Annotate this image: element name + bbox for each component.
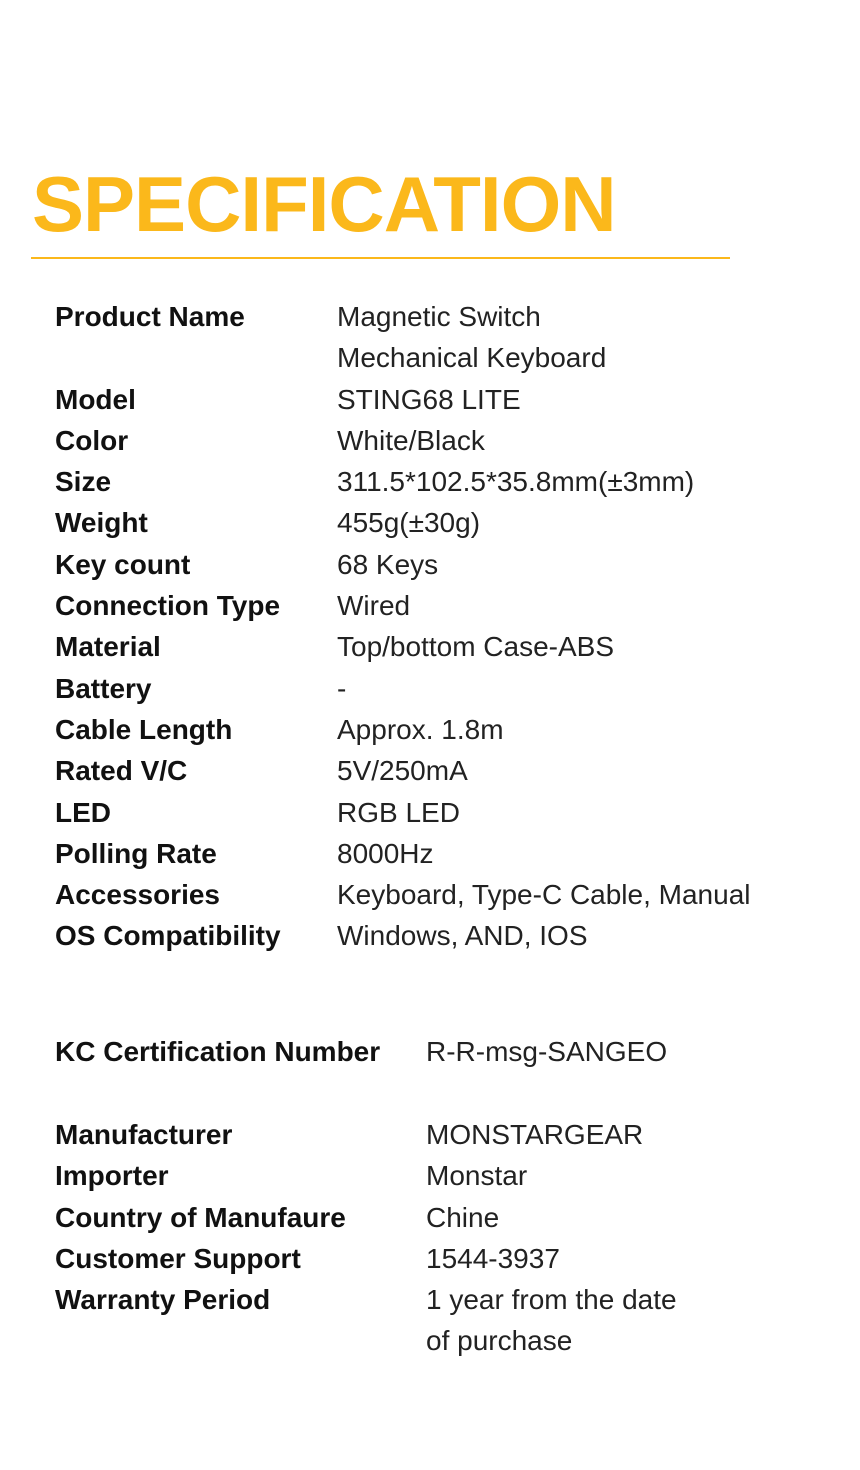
spec-value: STING68 LITE bbox=[337, 383, 521, 415]
info-row-customer-support bbox=[55, 1238, 835, 1279]
spec-label: Cable Length bbox=[55, 713, 233, 745]
spec-value: 455g(±30g) bbox=[337, 507, 481, 539]
spec-row-polling-rate bbox=[55, 833, 835, 874]
spec-row-material bbox=[55, 626, 835, 667]
spec-value: Magnetic Switch Mechanical Keyboard bbox=[337, 301, 607, 374]
info-label: Manufacturer bbox=[55, 1119, 233, 1150]
spec-row-accessories bbox=[55, 874, 835, 915]
info-label: Customer Support bbox=[55, 1242, 301, 1274]
spec-value: Top/bottom Case-ABS bbox=[337, 631, 615, 663]
spec-row-rated-vc bbox=[55, 750, 835, 791]
spec-value: 311.5*102.5*35.8mm(±3mm) bbox=[337, 466, 695, 498]
spec-row-os-compatibility bbox=[55, 915, 835, 956]
certification-label: KC Certification Number bbox=[55, 1036, 381, 1067]
spec-value: - bbox=[337, 672, 347, 704]
info-value: 1 year from the date of purchase bbox=[426, 1284, 677, 1357]
info-label: Country of Manufaure bbox=[55, 1201, 346, 1233]
info-value: MONSTARGEAR bbox=[426, 1119, 644, 1150]
spec-row-color bbox=[55, 420, 835, 461]
spec-label: Rated V/C bbox=[55, 755, 188, 787]
title-divider bbox=[31, 257, 730, 259]
spec-label: Color bbox=[55, 424, 129, 456]
spec-label: Key count bbox=[55, 548, 191, 580]
spec-label: Weight bbox=[55, 507, 148, 539]
spec-row-battery bbox=[55, 668, 835, 709]
spec-label: Polling Rate bbox=[55, 837, 217, 869]
spec-row-product-name bbox=[55, 296, 835, 379]
spec-label: Size bbox=[55, 466, 112, 498]
certification-row bbox=[55, 1031, 835, 1072]
spec-value: Approx. 1.8m bbox=[337, 713, 504, 745]
spec-label: Model bbox=[55, 383, 136, 415]
spec-label: LED bbox=[55, 796, 111, 828]
spec-row-key-count bbox=[55, 544, 835, 585]
spec-row-model bbox=[55, 379, 835, 420]
spec-row-size bbox=[55, 461, 835, 502]
spec-value: 5V/250mA bbox=[337, 755, 468, 787]
info-row-importer bbox=[55, 1155, 835, 1196]
info-row-warranty-period bbox=[55, 1279, 835, 1362]
info-label: Warranty Period bbox=[55, 1284, 271, 1316]
page-title: SPECIFICATION bbox=[32, 160, 616, 248]
spec-label: Connection Type bbox=[55, 590, 281, 622]
spec-row-weight bbox=[55, 502, 835, 543]
info-row-manufacturer bbox=[55, 1114, 835, 1155]
spec-row-led bbox=[55, 792, 835, 833]
spec-label: Product Name bbox=[55, 301, 245, 332]
spec-value: Wired bbox=[337, 590, 411, 622]
spec-row-cable-length bbox=[55, 709, 835, 750]
spec-label: Accessories bbox=[55, 879, 221, 911]
spec-value: 8000Hz bbox=[337, 837, 434, 869]
spec-value: 68 Keys bbox=[337, 548, 439, 580]
info-label: Importer bbox=[55, 1160, 169, 1192]
spec-row-connection-type bbox=[55, 585, 835, 626]
info-value: Chine bbox=[426, 1201, 500, 1233]
info-row-country bbox=[55, 1197, 835, 1238]
spec-table bbox=[55, 296, 835, 957]
info-value: 1544-3937 bbox=[426, 1242, 560, 1274]
spec-value: Windows, AND, IOS bbox=[337, 920, 588, 952]
info-value: Monstar bbox=[426, 1160, 528, 1192]
certification-value: R-R-msg-SANGEO bbox=[426, 1036, 668, 1067]
spec-value: RGB LED bbox=[337, 796, 460, 828]
spec-label: Material bbox=[55, 631, 161, 663]
certification-block bbox=[55, 1031, 835, 1072]
spec-label: Battery bbox=[55, 672, 152, 704]
spec-value: White/Black bbox=[337, 424, 485, 456]
manufacturer-info-block bbox=[55, 1114, 835, 1362]
spec-value: Keyboard, Type-C Cable, Manual bbox=[337, 879, 751, 911]
spec-label: OS Compatibility bbox=[55, 920, 281, 952]
